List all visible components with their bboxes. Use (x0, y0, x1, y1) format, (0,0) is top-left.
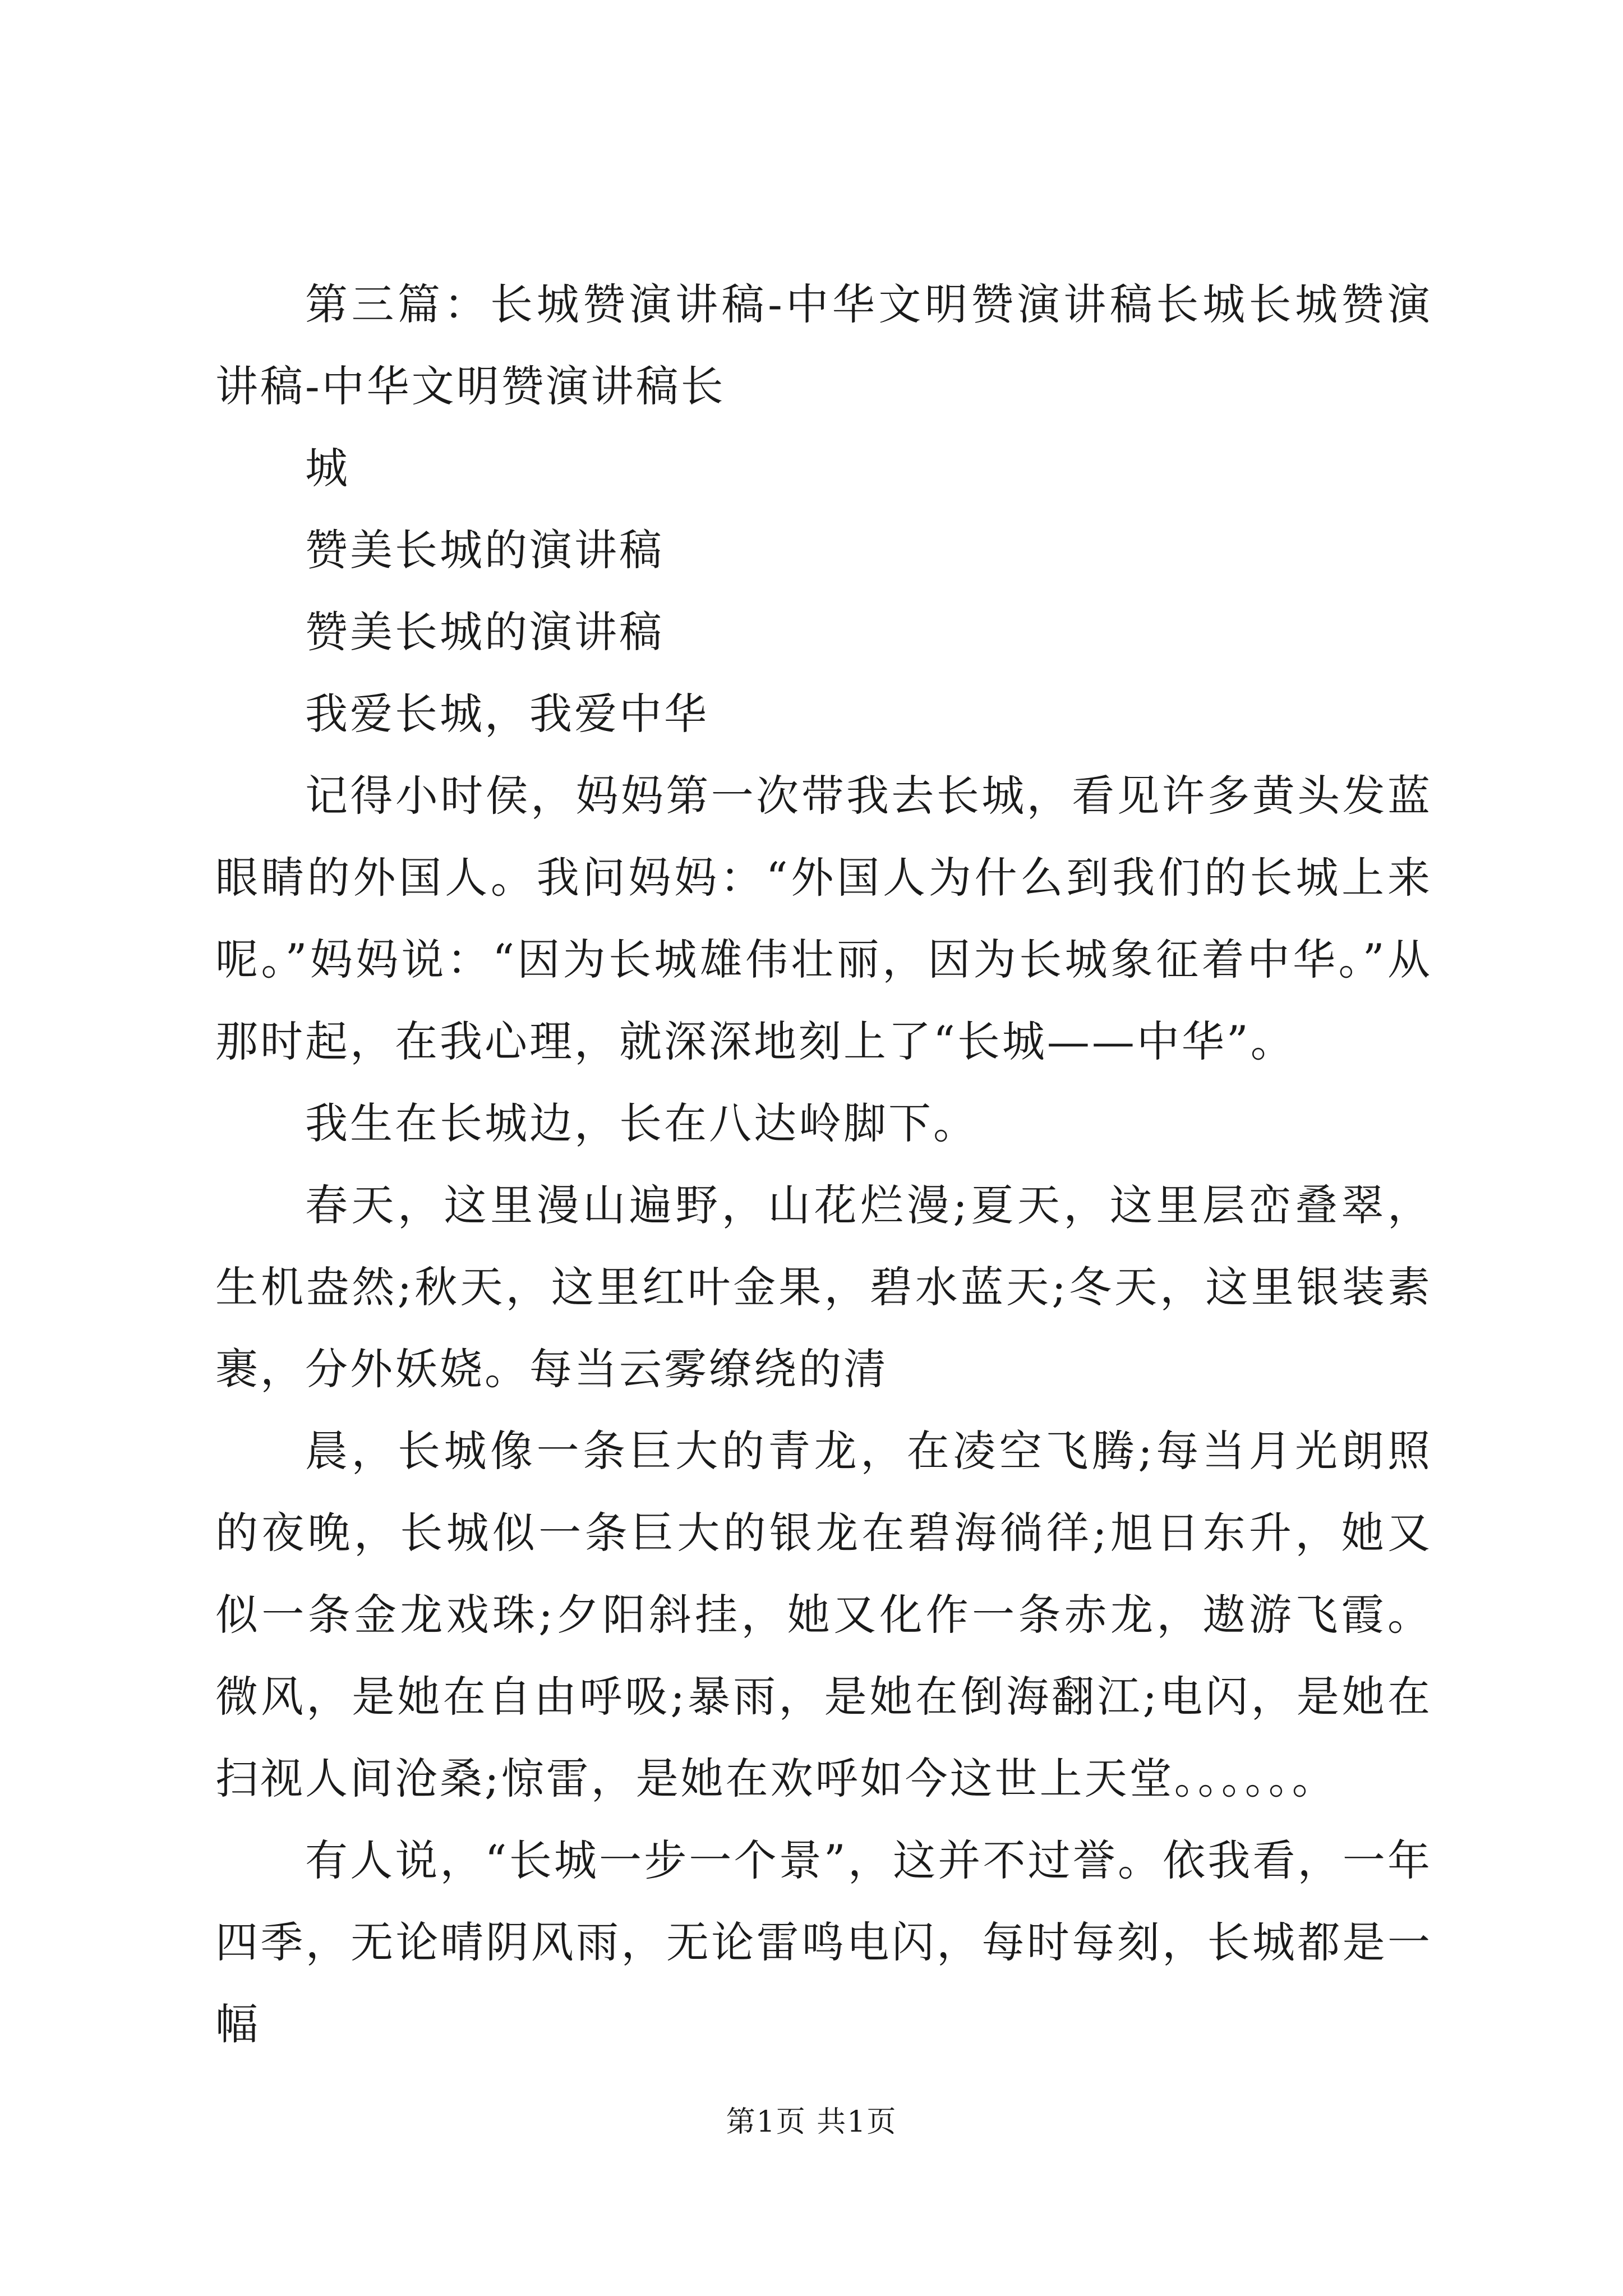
paragraph: 赞美长城的演讲稿 (305, 525, 664, 575)
paragraph: 我爱长城，我爱中华 (305, 689, 709, 739)
paragraph: 有人说，“长城一步一个景”，这并不过誉。依我看，一年四季，无论晴阴风雨，无论雷鸣电闪，每时每刻，长城都是一幅 (215, 1835, 1432, 2049)
paragraph: 我生在长城边，长在八达岭脚下。 (305, 1098, 978, 1148)
page-footer: 第1页 共1页 (726, 2105, 897, 2139)
paragraph-title: 第三篇：长城赞演讲稿-中华文明赞演讲稿长城长城赞演讲稿-中华文明赞演讲稿长 (215, 279, 1432, 411)
paragraph: 记得小时侯，妈妈第一次带我去长城，看见许多黄头发蓝眼睛的外国人。我问妈妈：“外国人为什么到我们的长城上来呢。”妈妈说：“因为长城雄伟壮丽，因为长城象征着中华。”从那时起，在我心理，就深深地刻上了“长城——中华”。 (215, 771, 1432, 1066)
paragraph: 城 (305, 443, 350, 493)
document-body (215, 264, 1432, 2065)
paragraph: 晨，长城像一条巨大的青龙，在凌空飞腾;每当月光朗照的夜晚，长城似一条巨大的银龙在碧海徜徉;旭日东升，她又似一条金龙戏珠;夕阳斜挂，她又化作一条赤龙，遨游飞霞。微风，是她在自由呼吸;暴雨，是她在倒海翻江;电闪，是她在扫视人间沧桑;惊雷，是她在欢呼如今这世上天堂。。。。。。 (215, 1426, 1432, 1803)
paragraph: 赞美长城的演讲稿 (305, 607, 664, 657)
paragraph: 春天，这里漫山遍野，山花烂漫;夏天，这里层峦叠翠，生机盎然;秋天，这里红叶金果，碧水蓝天;冬天，这里银装素裹，分外妖娆。每当云雾缭绕的清 (215, 1180, 1432, 1394)
